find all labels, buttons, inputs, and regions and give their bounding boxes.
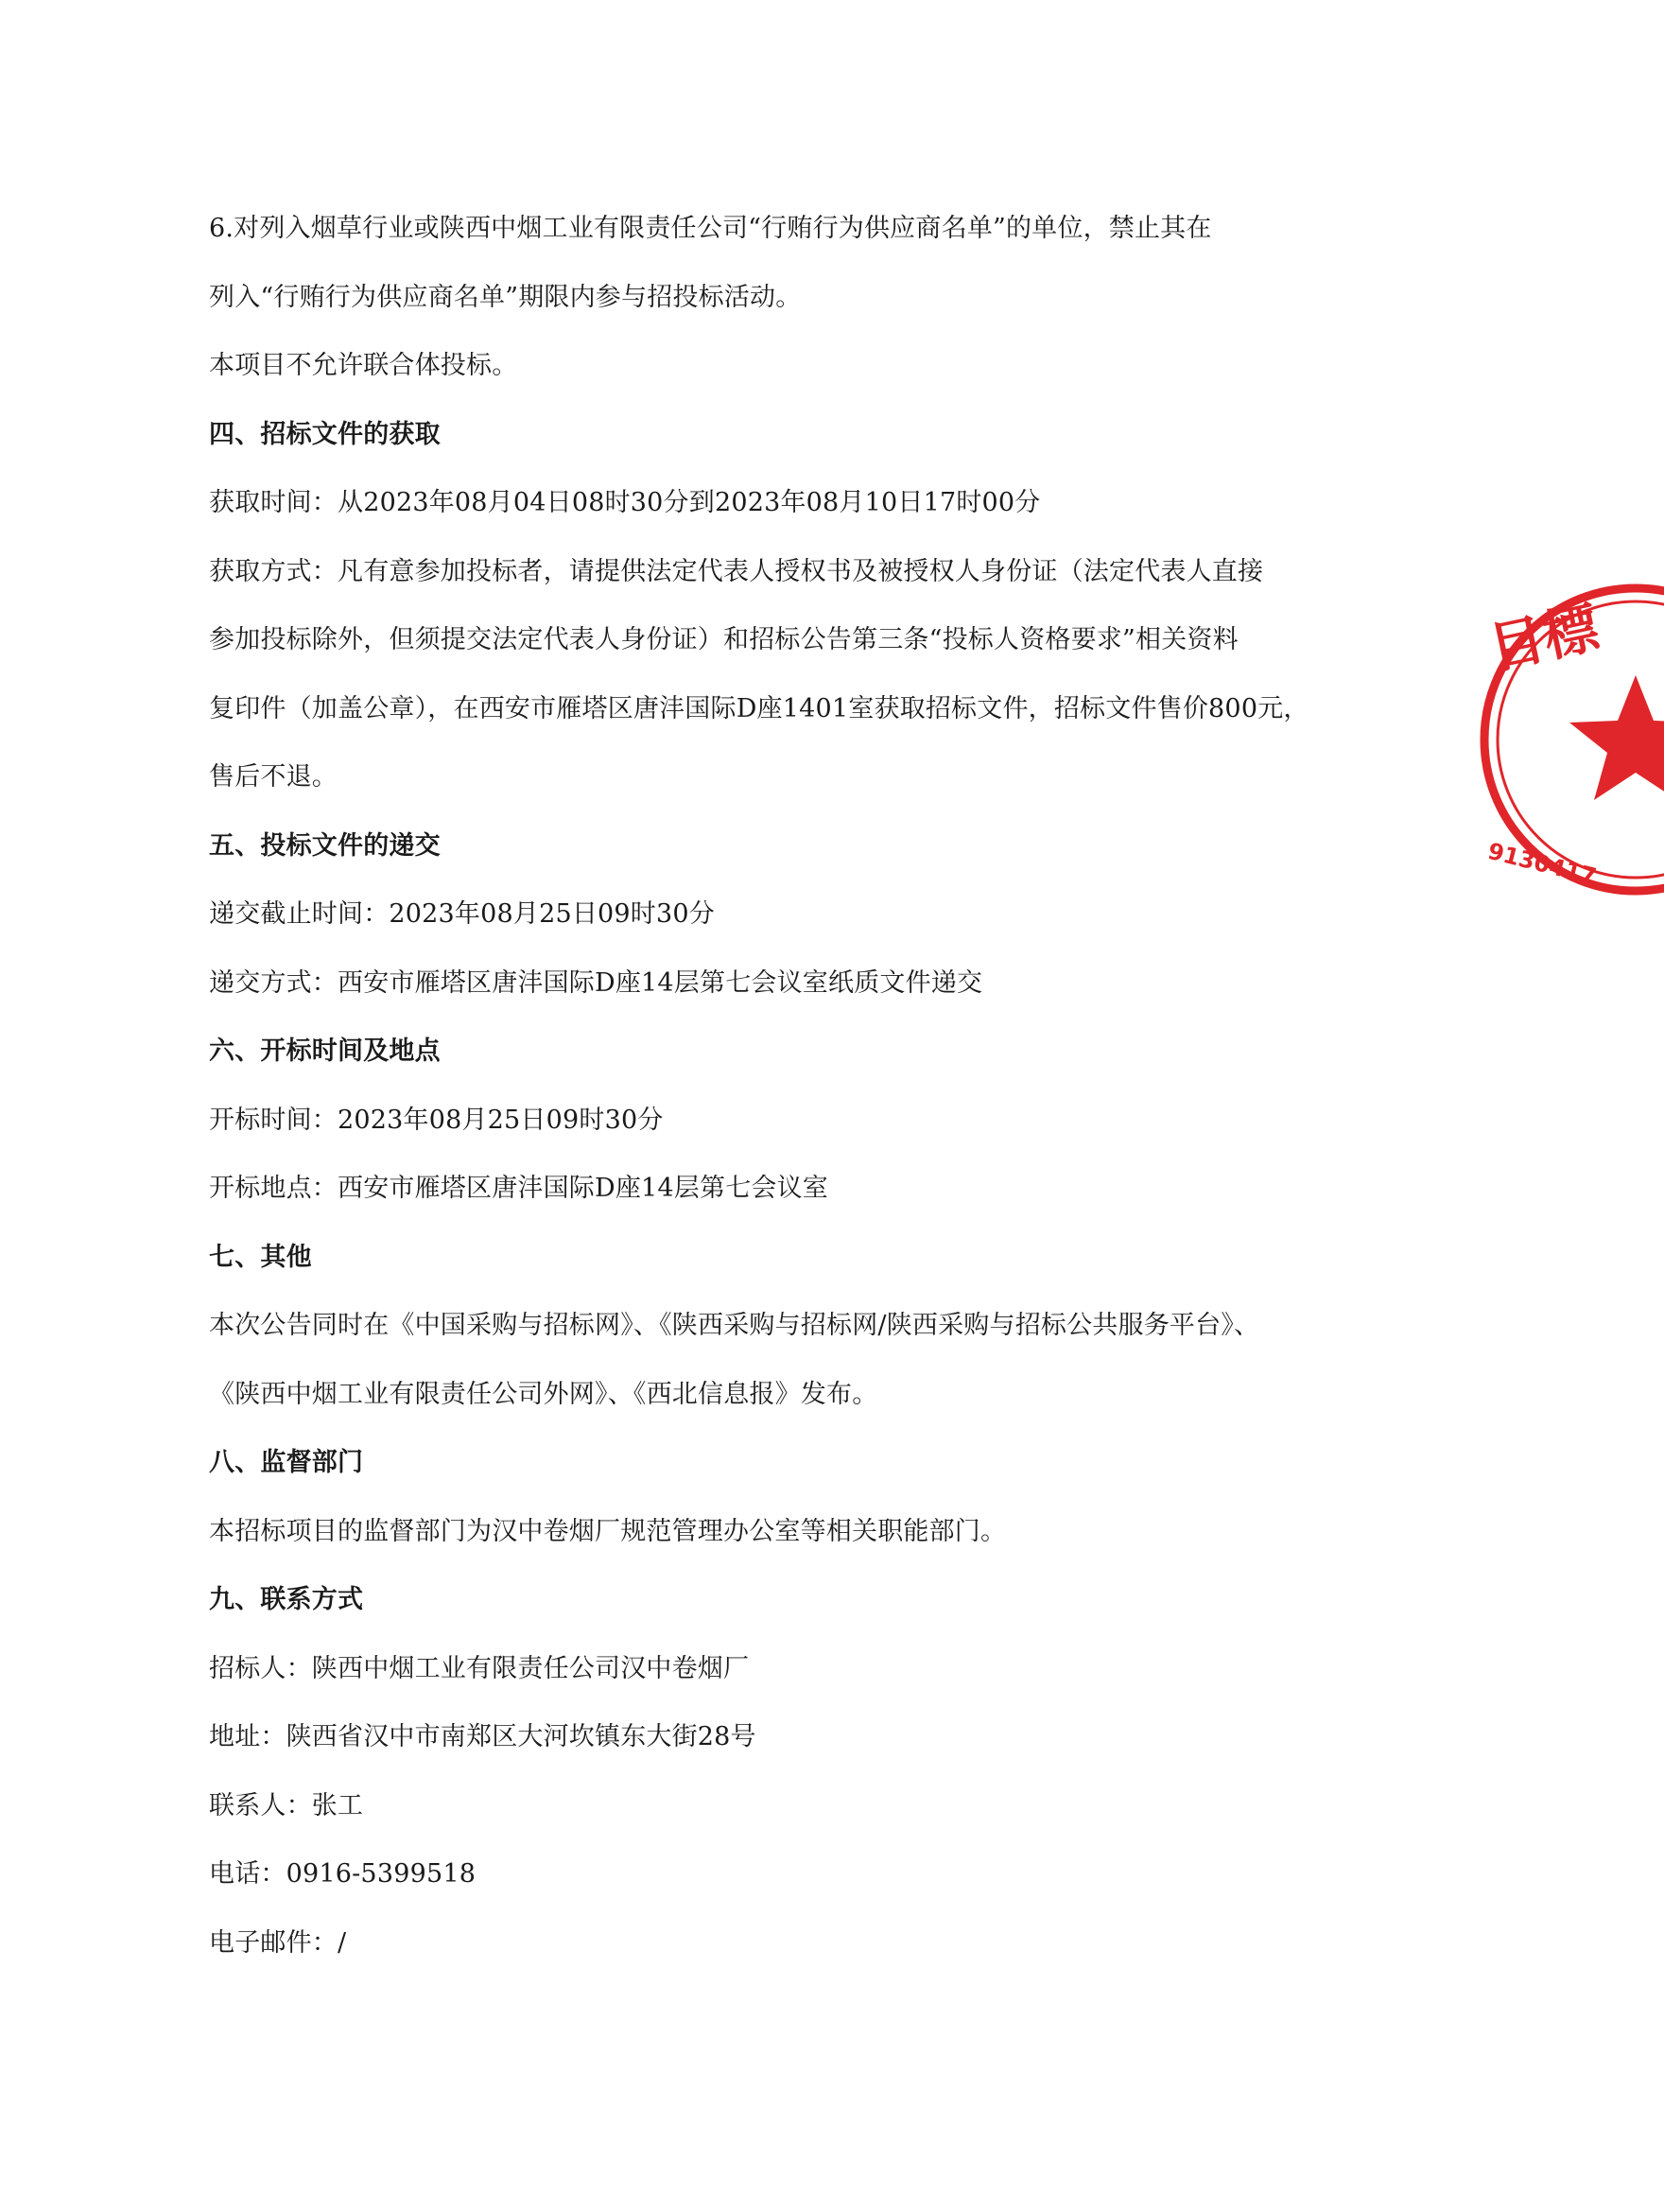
contact-phone: 电话：0916-5399518 [209,1859,477,1889]
line-5: 获取时间：从2023年08月04日08时30分到2023年08月10日17时00分 [209,488,1041,517]
seal-bottom-text: 9130417 [1484,837,1600,891]
line-12: 递交方式：西安市雁塔区唐沣国际D座14层第七会议室纸质文件递交 [209,967,983,998]
contact-email: 电子邮件：/ [209,1927,347,1958]
document-body [209,204,1381,1987]
line-14: 开标时间：2023年08月25日09时30分 [209,1105,664,1135]
line-3: 本项目不允许联合体投标。 [209,351,518,380]
contact-address: 地址：陕西省汉中市南郑区大河坎镇东大街28号 [209,1722,756,1751]
section-heading-6: 六、开标时间及地点 [209,1036,441,1066]
line-6: 获取方式：凡有意参加投标者，请提供法定代表人授权书及被授权人身份证（法定代表人直接 [209,556,1264,586]
section-heading-4: 四、招标文件的获取 [209,419,441,449]
contact-person: 联系人：张工 [209,1790,364,1820]
line-17: 本次公告同时在《中国采购与招标网》、《陕西采购与招标网/陕西采购与招标公共服务平台》、 [209,1311,1260,1340]
line-20: 本招标项目的监督部门为汉中卷烟厂规范管理办公室等相关职能部门。 [209,1516,1007,1546]
line-1: 6.对列入烟草行业或陕西中烟工业有限责任公司“行贿行为供应商名单”的单位，禁止其在 [209,214,1212,243]
section-heading-5: 五、投标文件的递交 [209,830,441,861]
seal-star-icon [1569,675,1664,800]
line-7: 参加投标除外，但须提交法定代表人身份证）和招标公告第三条“投标人资格要求”相关资料 [209,625,1239,654]
line-8: 复印件（加盖公章），在西安市雁塔区唐沣国际D座1401室获取招标文件，招标文件售价800元， [209,693,1309,723]
section-heading-8: 八、监督部门 [209,1448,364,1477]
line-18: 《陕西中烟工业有限责任公司外网》、《西北信息报》发布。 [209,1379,878,1409]
line-9: 售后不退。 [209,762,338,792]
line-11: 递交截止时间：2023年08月25日09时30分 [209,899,715,929]
line-15: 开标地点：西安市雁塔区唐沣国际D座14层第七会议室 [209,1174,829,1203]
line-2: 列入“行贿行为供应商名单”期限内参与招投标活动。 [209,282,802,312]
section-heading-9: 九、联系方式 [209,1585,364,1614]
contact-tenderer: 招标人：陕西中烟工业有限责任公司汉中卷烟厂 [209,1653,750,1683]
seal-top-text: 目標 [1483,595,1604,682]
company-seal-stamp [1475,579,1664,900]
section-heading-7: 七、其他 [209,1242,312,1272]
